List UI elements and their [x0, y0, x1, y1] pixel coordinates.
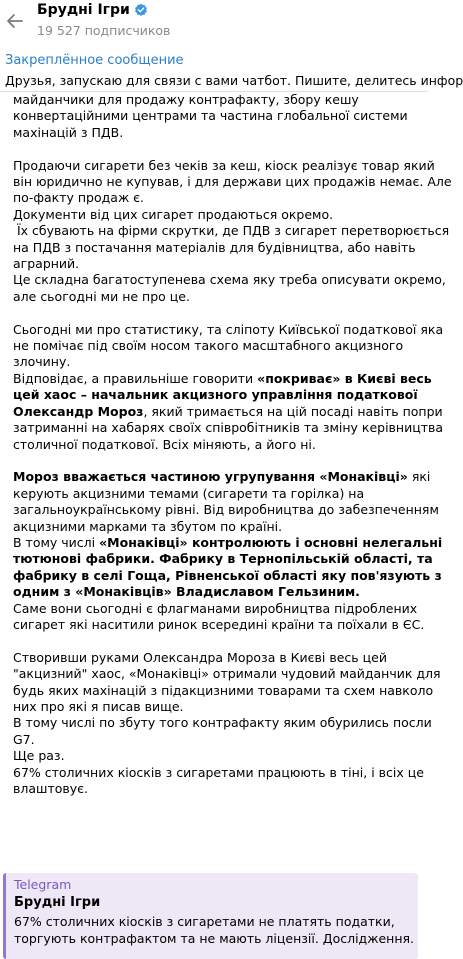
- text-line: Сьогодні ми про статистику, та сліпоту Київської податкової яка: [13, 321, 444, 337]
- bold-line: тютюнові фабрики. Фабрику в Тернопільській області, та: [13, 551, 433, 567]
- text-run: Відповідає, а правильніше говорити: [13, 370, 258, 386]
- verified-badge-icon: [134, 3, 148, 17]
- channel-name: Брудні Ігри: [37, 2, 130, 18]
- text-line: по-факту продаж є.: [13, 190, 145, 206]
- text-line: не помічає під своїм носом такого масштабного акцизного: [13, 338, 404, 354]
- back-button[interactable]: [5, 11, 25, 31]
- text-line: він юридично не купував, і для держави цих продажів немає. Але: [13, 174, 452, 190]
- preview-text-line: торгують контрафактом та не мають ліцензії. Дослідження.: [14, 931, 414, 946]
- pinned-message-bar[interactable]: [0, 52, 463, 92]
- text-line: акцизними марками та збутом по країні.: [13, 518, 283, 534]
- text-line: G7.: [13, 731, 35, 747]
- text-line: Ще раз.: [13, 748, 65, 764]
- text-line: Саме вони сьогодні є флагманами виробництва підроблених: [13, 600, 418, 616]
- text-line: сигарет які наситили ринок всередині країни та поїхали в ЄС.: [13, 616, 425, 632]
- text-line: на ПДВ з постачання матеріалів для будівництва, або навіть: [13, 239, 416, 255]
- pinned-text: Друзья, запускаю для связи с вами чатбот. Пишите, делитесь инфор: [5, 73, 463, 88]
- text-line: майданчики для продажу контрафакту, збору кешу: [13, 92, 359, 107]
- text-run: які: [407, 469, 431, 485]
- bold-run: «Монаківці» контролюють і основні нелегальні: [99, 534, 443, 550]
- text-line: 67% столичних кіосків з сигаретами працюють в тіні, і всіх це: [13, 764, 424, 780]
- text-line: але сьогодні ми не про це.: [13, 288, 190, 304]
- link-preview[interactable]: [3, 873, 418, 959]
- text-line: влаштовує.: [13, 781, 88, 796]
- text-line: загальноукраїнському рівні. Від виробництва до забезпеченням: [13, 502, 439, 518]
- text-run: В тому числі: [13, 534, 100, 550]
- text-line: Це складна багатоступенева схема яку треба описувати окремо,: [13, 272, 446, 288]
- text-line: затриманні на хабарях своїх співробітників та зміну керівництва: [13, 420, 444, 436]
- text-line: Продаючи сигарети без чеків за кеш, кіоск реалізує товар який: [13, 157, 435, 173]
- bold-line: одним з «Монаківців» Владиславом Гельзиним.: [13, 584, 360, 600]
- text-run: , який тримається на цій посаді навіть попри: [143, 403, 443, 419]
- paragraph-5: [13, 649, 441, 798]
- text-line: махінацій з ПДВ.: [13, 124, 124, 140]
- text-line: Документи від цих сигарет продаються окремо.: [13, 206, 334, 222]
- text-line: [13, 403, 443, 420]
- preview-text-line: 67% столичних кіосків з сигаретами не платять податки,: [14, 914, 395, 929]
- text-line: будь яких махінацій з підакцизними товарами та схем навколо: [13, 682, 434, 698]
- text-line: керують акцизними темами (сигарети та горілка) на: [13, 485, 365, 501]
- text-line: конвертаційними центрами та частина глобальної системи: [13, 108, 408, 124]
- paragraph-2: [13, 157, 452, 306]
- channel-header: [0, 0, 428, 46]
- text-line: [13, 370, 432, 387]
- channel-title[interactable]: [37, 2, 148, 18]
- post-body: [13, 92, 452, 814]
- text-line: [13, 534, 443, 551]
- text-line: злочину.: [13, 354, 71, 370]
- pinned-label: Закреплённое сообщение: [5, 53, 184, 68]
- text-line: столичної податкової. Всіх міняють, а його ні.: [13, 436, 316, 452]
- text-line: них про які я писав вище.: [13, 698, 184, 714]
- paragraph-4: [13, 469, 443, 633]
- arrow-left-icon: [5, 11, 25, 31]
- preview-source: Telegram: [14, 877, 72, 892]
- bold-line: фабрику в селі Гоща, Рівненської області яку пов'язують з: [13, 567, 442, 583]
- text-line: Створивши руками Олександра Мороза в Києві весь цей: [13, 649, 387, 665]
- paragraph-3: [13, 321, 444, 453]
- text-line: [13, 469, 431, 485]
- bold-line: цей хаос – начальник акцизного управління податкової: [13, 387, 418, 403]
- text-line: В тому числі по збуту того контрафакту яким обурились посли: [13, 715, 432, 731]
- preview-title: Брудні Ігри: [14, 895, 101, 910]
- bold-run: Олександр Мороз: [13, 403, 144, 419]
- text-line: Їх сбувають на фірми скрутки, де ПДВ з сигарет перетворюється: [13, 223, 450, 239]
- text-line: аграрний.: [13, 256, 80, 272]
- text-line: "акцизний" хаос, «Монаківці» отримали чудовий майданчик для: [13, 666, 441, 682]
- paragraph-1: [13, 92, 423, 141]
- bold-run: Мороз вважається частиною угрупування «Монаківці»: [13, 469, 408, 485]
- bold-run: «покриває» в Києві весь: [257, 370, 432, 386]
- subscriber-count: 19 527 подписчиков: [37, 23, 171, 38]
